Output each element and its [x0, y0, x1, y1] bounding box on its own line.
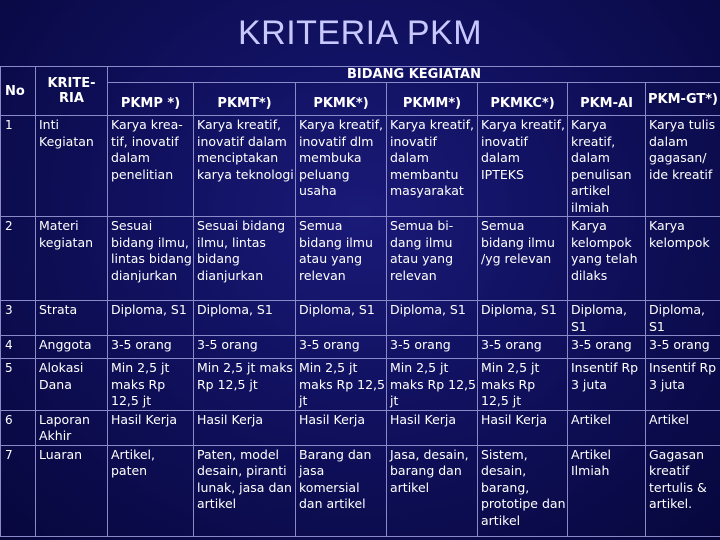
table-cell: Diploma, S1: [296, 301, 387, 336]
header-criteria: KRITE-RIA: [36, 67, 108, 116]
table-cell: 3-5 orang: [478, 336, 568, 359]
table-cell: Diploma, S1: [568, 301, 646, 336]
header-bidang-kegiatan: BIDANG KEGIATAN: [108, 67, 720, 83]
row-number: 3: [1, 301, 36, 336]
table-cell: Paten, model desain, piranti lunak, jasa dan artikel: [194, 445, 296, 536]
table-cell: Diploma, S1: [646, 301, 720, 336]
table-cell: 3-5 orang: [194, 336, 296, 359]
table-cell: Diploma, S1: [108, 301, 194, 336]
row-number: 4: [1, 336, 36, 359]
column-header-pkmkc: PKMKC*): [478, 83, 568, 116]
table-cell: Semua bidang ilmu /yg relevan: [478, 217, 568, 301]
table-cell: Diploma, S1: [478, 301, 568, 336]
row-criteria: Inti Kegiatan: [36, 116, 108, 217]
row-criteria: Materi kegiatan: [36, 217, 108, 301]
table-row: [1, 336, 720, 359]
row-criteria: Alokasi Dana: [36, 359, 108, 411]
table-cell: Insentif Rp 3 juta: [646, 359, 720, 411]
row-number: 7: [1, 445, 36, 536]
table-cell: 3-5 orang: [387, 336, 478, 359]
table-cell: Artikel: [646, 410, 720, 445]
table-cell: Hasil Kerja: [478, 410, 568, 445]
row-number: 2: [1, 217, 36, 301]
table-cell: Sistem, desain, barang, prototipe dan artikel: [478, 445, 568, 536]
table-cell: Karya kelompok yang telah dilaks: [568, 217, 646, 301]
table-cell: Karya krea-tif, inovatif dalam penelitian: [108, 116, 194, 217]
table-cell: Insentif Rp 3 juta: [568, 359, 646, 411]
row-number: 1: [1, 116, 36, 217]
table-cell: 3-5 orang: [296, 336, 387, 359]
table-cell: Min 2,5 jt maks Rp 12,5 jt: [387, 359, 478, 411]
table-cell: Karya kreatif, inovatif dalam IPTEKS: [478, 116, 568, 217]
row-number: 5: [1, 359, 36, 411]
table-cell: Hasil Kerja: [108, 410, 194, 445]
criteria-table: [0, 66, 720, 537]
table-cell: Hasil Kerja: [194, 410, 296, 445]
row-criteria: Strata: [36, 301, 108, 336]
table-row: [1, 217, 720, 301]
table-cell: 3-5 orang: [108, 336, 194, 359]
table-cell: Barang dan jasa komersial dan artikel: [296, 445, 387, 536]
table-cell: 3-5 orang: [568, 336, 646, 359]
table-cell: Artikel: [568, 410, 646, 445]
table-cell: 3-5 orang: [646, 336, 720, 359]
table-row: [1, 116, 720, 217]
row-number: 6: [1, 410, 36, 445]
table-row: [1, 445, 720, 536]
column-header-pkmt: PKMT*): [194, 83, 296, 116]
column-header-pkmm: PKMM*): [387, 83, 478, 116]
row-criteria: Luaran: [36, 445, 108, 536]
row-criteria: Laporan Akhir: [36, 410, 108, 445]
table-cell: Karya kreatif, inovatif dlm membuka peluang usaha: [296, 116, 387, 217]
table-cell: Karya tulis dalam gagasan/ ide kreatif: [646, 116, 720, 217]
table-cell: Sesuai bidang ilmu, lintas bidang dianjurkan: [108, 217, 194, 301]
header-no: No: [1, 67, 36, 116]
table-cell: Gagasan kreatif tertulis & artikel.: [646, 445, 720, 536]
table-cell: Artikel Ilmiah: [568, 445, 646, 536]
table-cell: Semua bi-dang ilmu atau yang relevan: [387, 217, 478, 301]
table-row: [1, 359, 720, 411]
row-criteria: Anggota: [36, 336, 108, 359]
table-row: [1, 301, 720, 336]
table-cell: Semua bidang ilmu atau yang relevan: [296, 217, 387, 301]
table-cell: Min 2,5 jt maks Rp 12,5 jt: [108, 359, 194, 411]
table-cell: Min 2,5 jt maks Rp 12,5 jt: [296, 359, 387, 411]
table-cell: Hasil Kerja: [387, 410, 478, 445]
table-cell: Artikel, paten: [108, 445, 194, 536]
table-cell: Diploma, S1: [194, 301, 296, 336]
column-header-pkm-gt: PKM-GT*): [646, 83, 720, 116]
column-header-pkmp: PKMP *): [108, 83, 194, 116]
table-cell: Diploma, S1: [387, 301, 478, 336]
table-cell: Min 2,5 jt maks Rp 12,5 jt: [194, 359, 296, 411]
table-cell: Sesuai bidang ilmu, lintas bidang dianjurkan: [194, 217, 296, 301]
table-cell: Karya kreatif, inovatif dalam menciptakan karya teknologi: [194, 116, 296, 217]
table-cell: Karya kreatif, dalam penulisan artikel ilmiah: [568, 116, 646, 217]
column-header-pkmk: PKMK*): [296, 83, 387, 116]
table-cell: Jasa, desain, barang dan artikel: [387, 445, 478, 536]
table-cell: Min 2,5 jt maks Rp 12,5 jt: [478, 359, 568, 411]
table-row: [1, 410, 720, 445]
column-header-pkm-ai: PKM-AI: [568, 83, 646, 116]
table-cell: Hasil Kerja: [296, 410, 387, 445]
page-title: KRITERIA PKM: [237, 14, 483, 52]
table-cell: Karya kreatif, inovatif dalam membantu masyarakat: [387, 116, 478, 217]
table-cell: Karya kelompok: [646, 217, 720, 301]
